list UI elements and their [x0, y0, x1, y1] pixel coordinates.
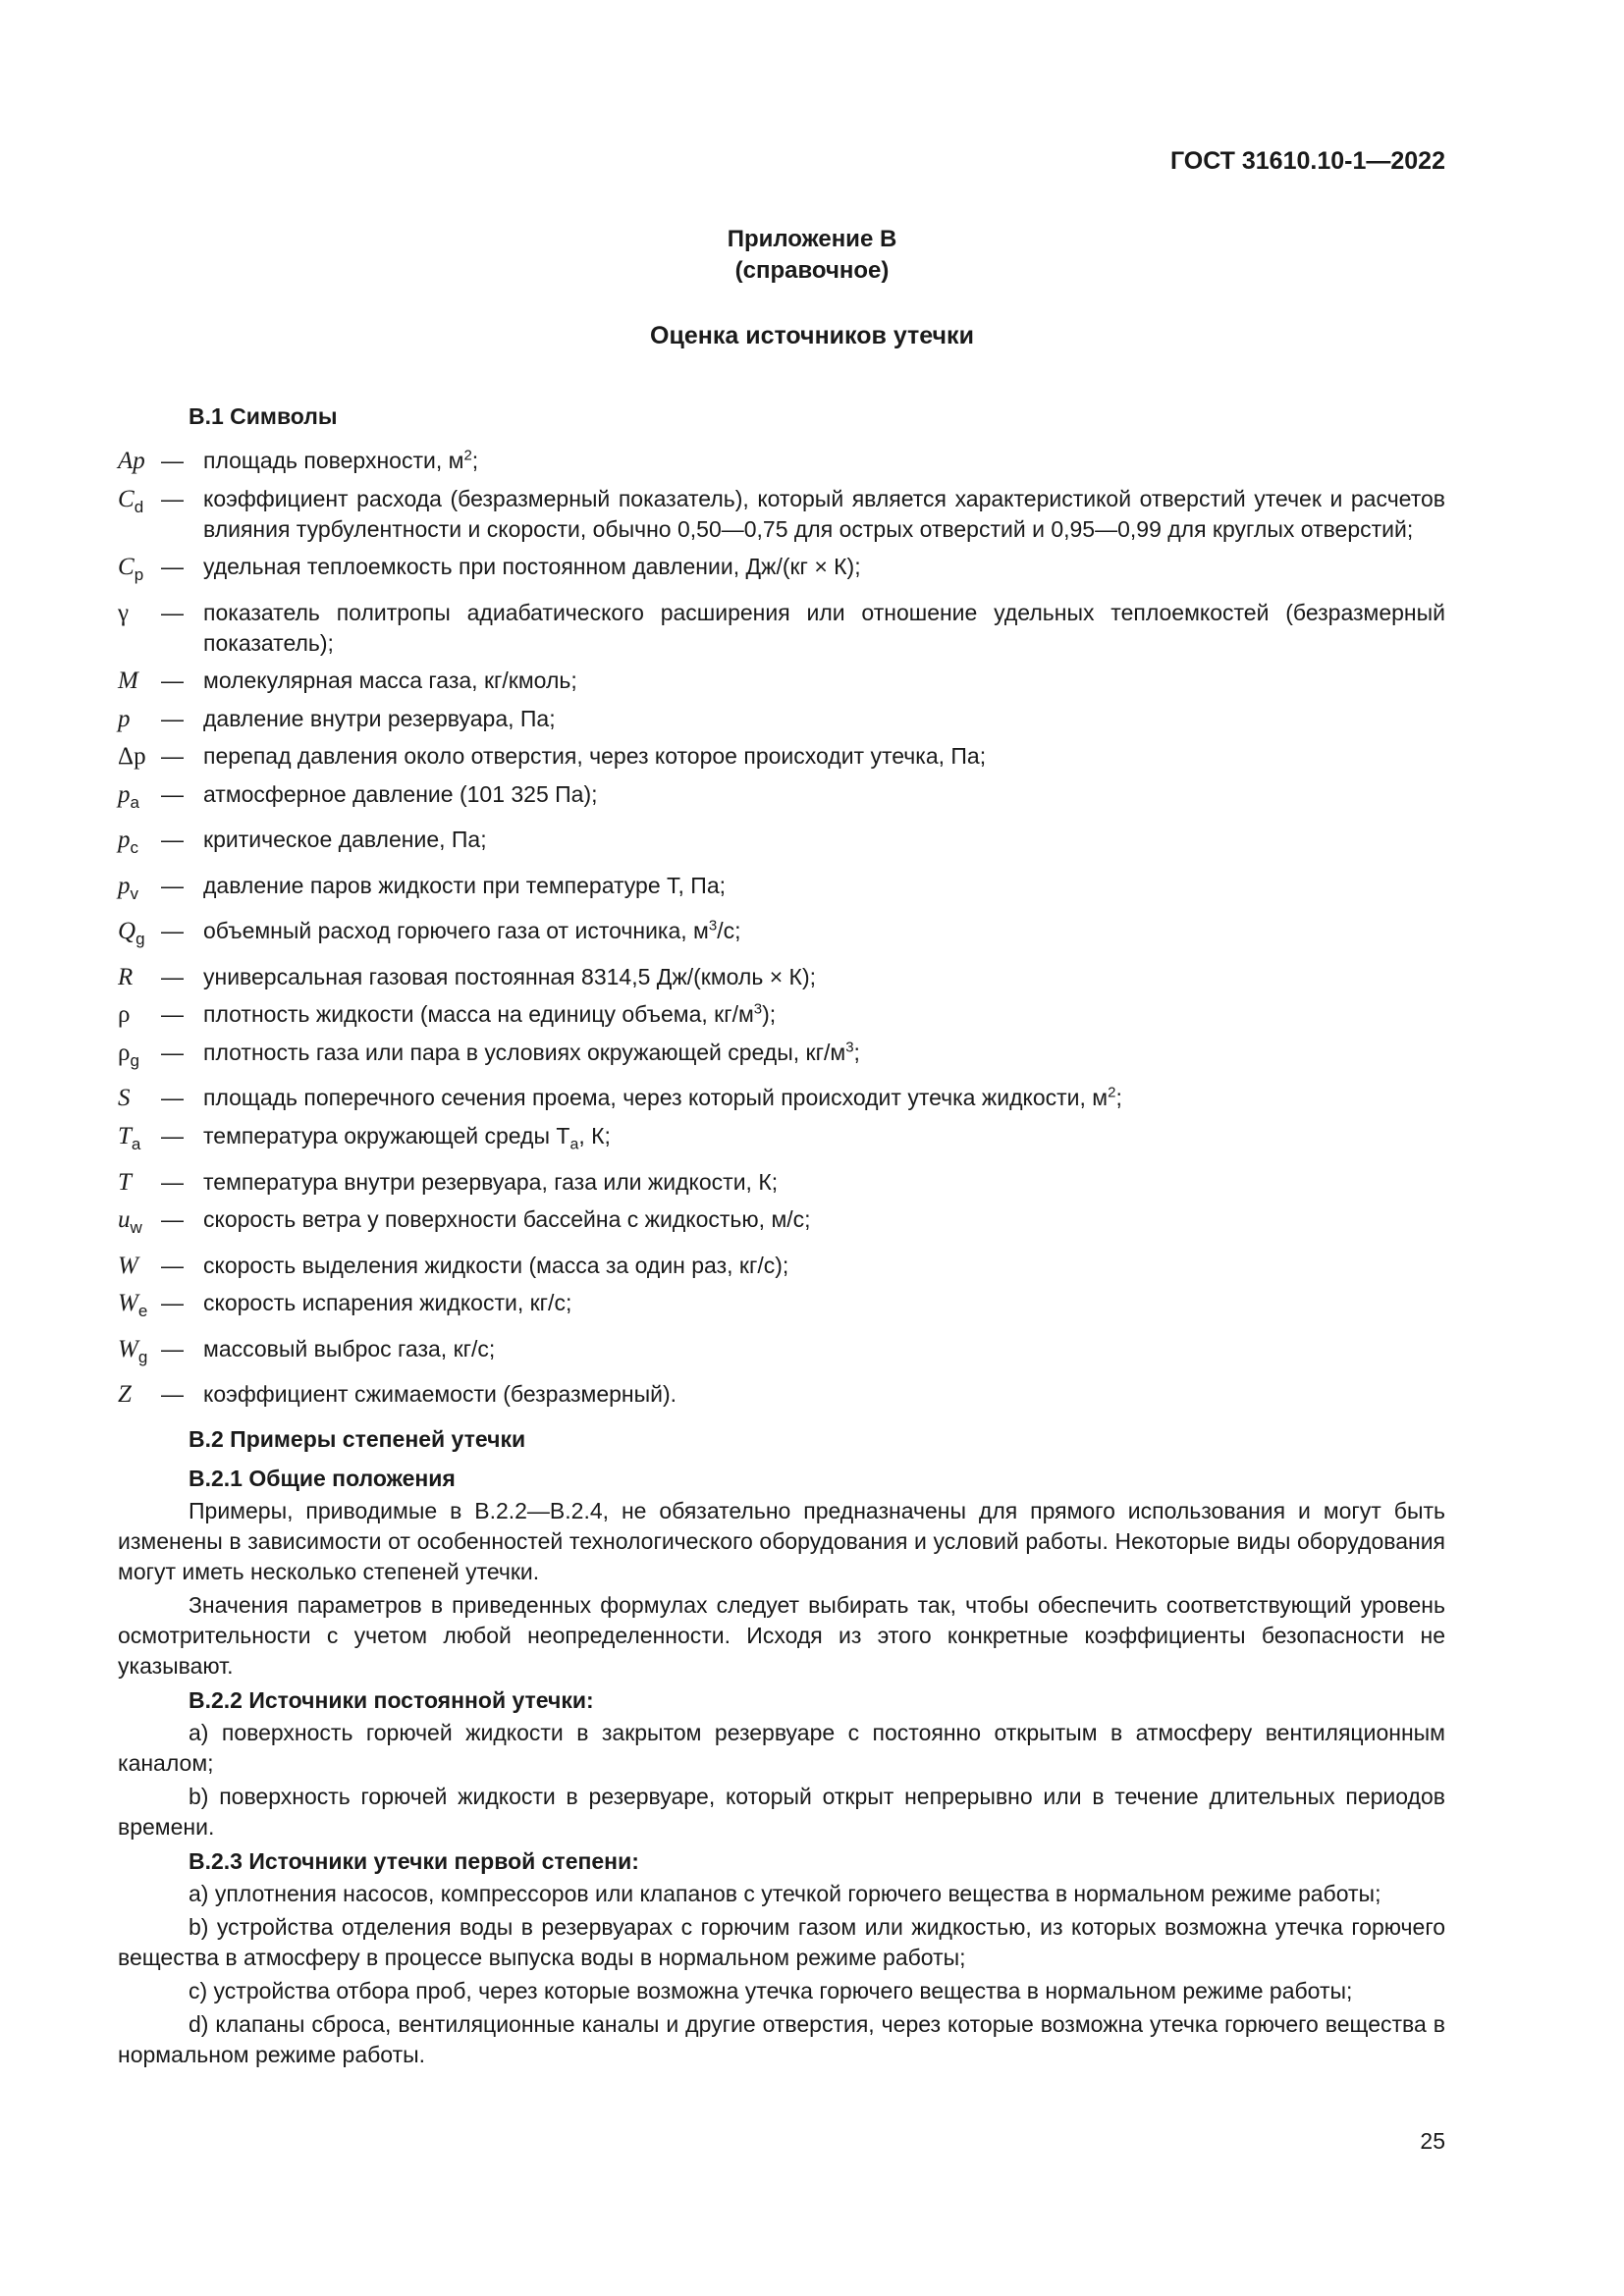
- symbol: [118, 704, 161, 734]
- symbol-row: [118, 962, 1445, 992]
- symbol-definition: [203, 741, 1445, 772]
- symbol-letter: p: [118, 705, 131, 732]
- symbol: [118, 1251, 161, 1281]
- definition-subscript: a: [569, 1136, 579, 1153]
- section-b22-heading: В.2.2 Источники постоянной утечки:: [189, 1687, 594, 1714]
- definition-tail: , К;: [578, 1122, 611, 1148]
- symbol-definition: [203, 825, 1445, 855]
- symbol-row: [118, 1251, 1445, 1281]
- symbol-subscript: g: [137, 1347, 148, 1366]
- list-item: c) устройства отбора проб, через которые возможна утечка горючего вещества в нормальном режиме работы;: [189, 1978, 1353, 2004]
- em-dash: —: [161, 1381, 184, 1408]
- symbol-row: [118, 871, 1445, 909]
- symbol: [118, 825, 161, 863]
- definition-text: давление паров жидкости при температуре Т, Па;: [203, 872, 727, 898]
- symbol: [118, 1083, 161, 1113]
- symbol: [118, 666, 161, 696]
- em-dash: —: [161, 963, 184, 989]
- definition-superscript: 2: [1108, 1084, 1116, 1101]
- definition-text: объемный расход горючего газа от источника, м: [203, 918, 709, 943]
- definition-superscript: 3: [845, 1038, 854, 1055]
- symbol: [118, 446, 161, 476]
- symbol-row: [118, 484, 1445, 545]
- definition-text: атмосферное давление (101 325 Па);: [203, 780, 598, 807]
- symbol-letter: Ap: [118, 448, 145, 474]
- symbol-definition: [203, 1038, 1445, 1068]
- symbol: [118, 871, 161, 909]
- document-body: [118, 400, 1445, 2073]
- symbol-definition: [203, 1204, 1445, 1235]
- definition-superscript: 3: [753, 1000, 763, 1018]
- symbol-letter: W: [118, 1290, 138, 1317]
- definition-text: скорость выделения жидкости (масса за один раз, кг/с);: [203, 1252, 789, 1278]
- symbol-letter: S: [118, 1085, 131, 1111]
- symbol-letter: Δp: [118, 743, 146, 770]
- definition-superscript: 2: [463, 447, 472, 464]
- symbols-list: [118, 446, 1445, 1410]
- symbol-letter: p: [118, 780, 131, 808]
- symbol-subscript: v: [130, 883, 138, 903]
- list-item: а) уплотнения насосов, компрессоров или клапанов с утечкой горючего вещества в нормальном режиме работы;: [189, 1881, 1381, 1907]
- symbol: [118, 1121, 161, 1159]
- em-dash: —: [161, 667, 184, 693]
- symbol-letter: p: [118, 872, 131, 899]
- symbol: [118, 552, 161, 590]
- em-dash: —: [161, 1290, 184, 1316]
- symbol-row: [118, 704, 1445, 734]
- definition-text: показатель политропы адиабатического расширения или отношение удельных теплоемкостей (безразмерный показатель);: [203, 599, 1445, 656]
- symbol-definition: [203, 999, 1445, 1030]
- list-item: d) клапаны сброса, вентиляционные каналы и другие отверстия, через которые возможна утечка горючего вещества в нормальном режиме работы.: [118, 2011, 1445, 2068]
- symbol-letter: ρ: [118, 1001, 131, 1028]
- symbol-subscript: a: [130, 792, 139, 812]
- em-dash: —: [161, 599, 184, 625]
- em-dash: —: [161, 1206, 184, 1233]
- section-b1-heading: В.1 Символы: [189, 403, 338, 429]
- symbol-definition: [203, 666, 1445, 696]
- definition-text: площадь поперечного сечения проема, через который происходит утечка жидкости, м: [203, 1085, 1109, 1110]
- symbol-subscript: p: [134, 565, 144, 584]
- list-item: а) поверхность горючей жидкости в закрытом резервуаре с постоянно открытым в атмосферу вентиляционным каналом;: [118, 1720, 1445, 1777]
- symbol-definition: [203, 1334, 1445, 1364]
- symbol-row: [118, 666, 1445, 696]
- symbol: [118, 484, 161, 522]
- symbol-letter: R: [118, 963, 134, 990]
- definition-tail: );: [762, 1001, 777, 1027]
- symbol-subscript: a: [131, 1134, 141, 1153]
- symbol-letter: W: [118, 1335, 138, 1362]
- em-dash: —: [161, 1122, 184, 1148]
- symbol-row: [118, 1334, 1445, 1372]
- em-dash: —: [161, 1252, 184, 1278]
- symbol-row: [118, 999, 1445, 1030]
- symbol-row: [118, 552, 1445, 590]
- symbol-row: [118, 1121, 1445, 1160]
- symbol-definition: [203, 1251, 1445, 1281]
- em-dash: —: [161, 743, 184, 769]
- symbol-row: [118, 1288, 1445, 1326]
- em-dash: —: [161, 554, 184, 579]
- symbol: [118, 1167, 161, 1198]
- definition-tail: ;: [853, 1039, 860, 1065]
- symbol-row: [118, 1167, 1445, 1198]
- em-dash: —: [161, 1085, 184, 1110]
- symbol-letter: C: [118, 485, 135, 512]
- standard-code: ГОСТ 31610.10-1—2022: [1169, 147, 1445, 175]
- list-item: b) поверхность горючей жидкости в резервуаре, который открыт непрерывно или в течение длительных периодов времени.: [118, 1784, 1445, 1841]
- definition-text: удельная теплоемкость при постоянном давлении, Дж/(кг × К);: [203, 554, 861, 579]
- em-dash: —: [161, 780, 184, 807]
- definition-text: температура окружающей среды T: [203, 1122, 570, 1148]
- section-b2-heading: В.2 Примеры степеней утечки: [189, 1426, 526, 1453]
- symbol-definition: [203, 916, 1445, 946]
- symbol-letter: γ: [118, 599, 130, 626]
- symbol-row: [118, 446, 1445, 476]
- symbol: [118, 779, 161, 818]
- symbol-subscript: d: [134, 497, 144, 516]
- symbol-subscript: g: [130, 1050, 139, 1070]
- definition-superscript: 3: [708, 917, 718, 934]
- symbol-subscript: c: [130, 838, 138, 857]
- appendix-label: Приложение В: [727, 226, 897, 252]
- section-b21-heading: В.2.1 Общие положения: [189, 1466, 456, 1492]
- symbol: [118, 962, 161, 992]
- symbol-subscript: e: [137, 1302, 148, 1321]
- em-dash: —: [161, 448, 184, 473]
- symbol-row: [118, 741, 1445, 772]
- definition-text: скорость ветра у поверхности бассейна с жидкостью, м/с;: [203, 1206, 811, 1233]
- definition-text: температура внутри резервуара, газа или жидкости, К;: [203, 1168, 779, 1195]
- symbol-subscript: w: [130, 1218, 142, 1238]
- symbol-letter: Z: [118, 1381, 132, 1409]
- symbol-definition: [203, 446, 1445, 476]
- symbol-subscript: g: [135, 930, 145, 948]
- symbol-letter: C: [118, 554, 135, 580]
- em-dash: —: [161, 1001, 184, 1027]
- symbol-row: [118, 1204, 1445, 1243]
- symbol: [118, 916, 161, 954]
- symbol-definition: [203, 1288, 1445, 1318]
- symbol-letter: T: [118, 1122, 132, 1149]
- symbol-definition: [203, 484, 1445, 545]
- definition-text: массовый выброс газа, кг/с;: [203, 1335, 496, 1362]
- page-number: 25: [1420, 2128, 1445, 2154]
- em-dash: —: [161, 705, 184, 731]
- definition-text: молекулярная масса газа, кг/кмоль;: [203, 667, 577, 693]
- em-dash: —: [161, 827, 184, 852]
- em-dash: —: [161, 1335, 184, 1362]
- symbol-row: [118, 1083, 1445, 1113]
- symbol-letter: W: [118, 1252, 138, 1279]
- section-b23-heading: В.2.3 Источники утечки первой степени:: [189, 1848, 639, 1875]
- symbol-definition: [203, 779, 1445, 810]
- em-dash: —: [161, 485, 184, 511]
- symbol: [118, 1204, 161, 1243]
- definition-text: площадь поверхности, м: [203, 448, 464, 473]
- symbol-row: [118, 1038, 1445, 1076]
- symbol-row: [118, 1379, 1445, 1410]
- symbol-definition: [203, 871, 1445, 901]
- definition-text: плотность жидкости (масса на единицу объема, кг/м: [203, 1001, 754, 1027]
- appendix-heading: [0, 224, 1624, 287]
- definition-text: коэффициент расхода (безразмерный показатель), который является характеристикой отверстий утечек и расчетов влияния турбулентности и скорости, обычно 0,50—0,75 для острых отверстий и 0,95—0,99 для круглых отверстий;: [203, 485, 1445, 542]
- symbol: [118, 1334, 161, 1372]
- definition-text: коэффициент сжимаемости (безразмерный).: [203, 1381, 677, 1408]
- symbol-row: [118, 825, 1445, 863]
- em-dash: —: [161, 1168, 184, 1195]
- symbol: [118, 1288, 161, 1326]
- symbol-letter: p: [118, 827, 131, 853]
- symbol-letter: T: [118, 1168, 132, 1196]
- symbol-letter: u: [118, 1206, 131, 1234]
- symbol-definition: [203, 1121, 1445, 1160]
- appendix-title: Оценка источников утечки: [650, 322, 974, 349]
- symbol: [118, 598, 161, 628]
- definition-text: плотность газа или пара в условиях окружающей среды, кг/м: [203, 1039, 846, 1065]
- definition-text: скорость испарения жидкости, кг/с;: [203, 1290, 572, 1316]
- em-dash: —: [161, 1039, 184, 1065]
- symbol-row: [118, 779, 1445, 818]
- em-dash: —: [161, 918, 184, 943]
- symbol-row: [118, 598, 1445, 659]
- list-item: b) устройства отделения воды в резервуарах с горючим газом или жидкостью, из которых возможна утечка горючего вещества в атмосферу в процессе выпуска воды в нормальном режиме работы;: [118, 1914, 1445, 1971]
- appendix-type: (справочное): [734, 257, 890, 284]
- symbol-definition: [203, 1167, 1445, 1198]
- symbol: [118, 999, 161, 1030]
- symbol-letter: ρ: [118, 1039, 131, 1066]
- definition-text: давление внутри резервуара, Па;: [203, 705, 556, 731]
- definition-tail: /с;: [717, 918, 741, 943]
- symbol-definition: [203, 1379, 1445, 1410]
- symbol-letter: M: [118, 667, 138, 694]
- symbol-definition: [203, 598, 1445, 659]
- definition-tail: ;: [471, 448, 479, 473]
- definition-tail: ;: [1115, 1085, 1122, 1110]
- symbol: [118, 741, 161, 772]
- symbol-definition: [203, 962, 1445, 992]
- paragraph: Значения параметров в приведенных формулах следует выбирать так, чтобы обеспечить соответствующий уровень осмотрительности с учетом любой неопределенности. Исходя из этого конкретные коэффициенты безопасности не указывают.: [118, 1592, 1445, 1680]
- definition-text: универсальная газовая постоянная 8314,5 Дж/(кмоль × К);: [203, 963, 816, 989]
- definition-text: перепад давления около отверстия, через которое происходит утечка, Па;: [203, 743, 987, 769]
- symbol-row: [118, 916, 1445, 954]
- symbol-definition: [203, 704, 1445, 734]
- symbol-definition: [203, 1083, 1445, 1113]
- symbol-definition: [203, 552, 1445, 582]
- symbol-letter: Q: [118, 918, 136, 944]
- paragraph: Примеры, приводимые в В.2.2—В.2.4, не обязательно предназначены для прямого использования и могут быть изменены в зависимости от особенностей технологического оборудования и условий работы. Некоторые виды оборудования могут иметь несколько степеней утечки.: [118, 1498, 1445, 1585]
- symbol: [118, 1038, 161, 1076]
- symbol: [118, 1379, 161, 1410]
- definition-text: критическое давление, Па;: [203, 827, 487, 852]
- em-dash: —: [161, 872, 184, 898]
